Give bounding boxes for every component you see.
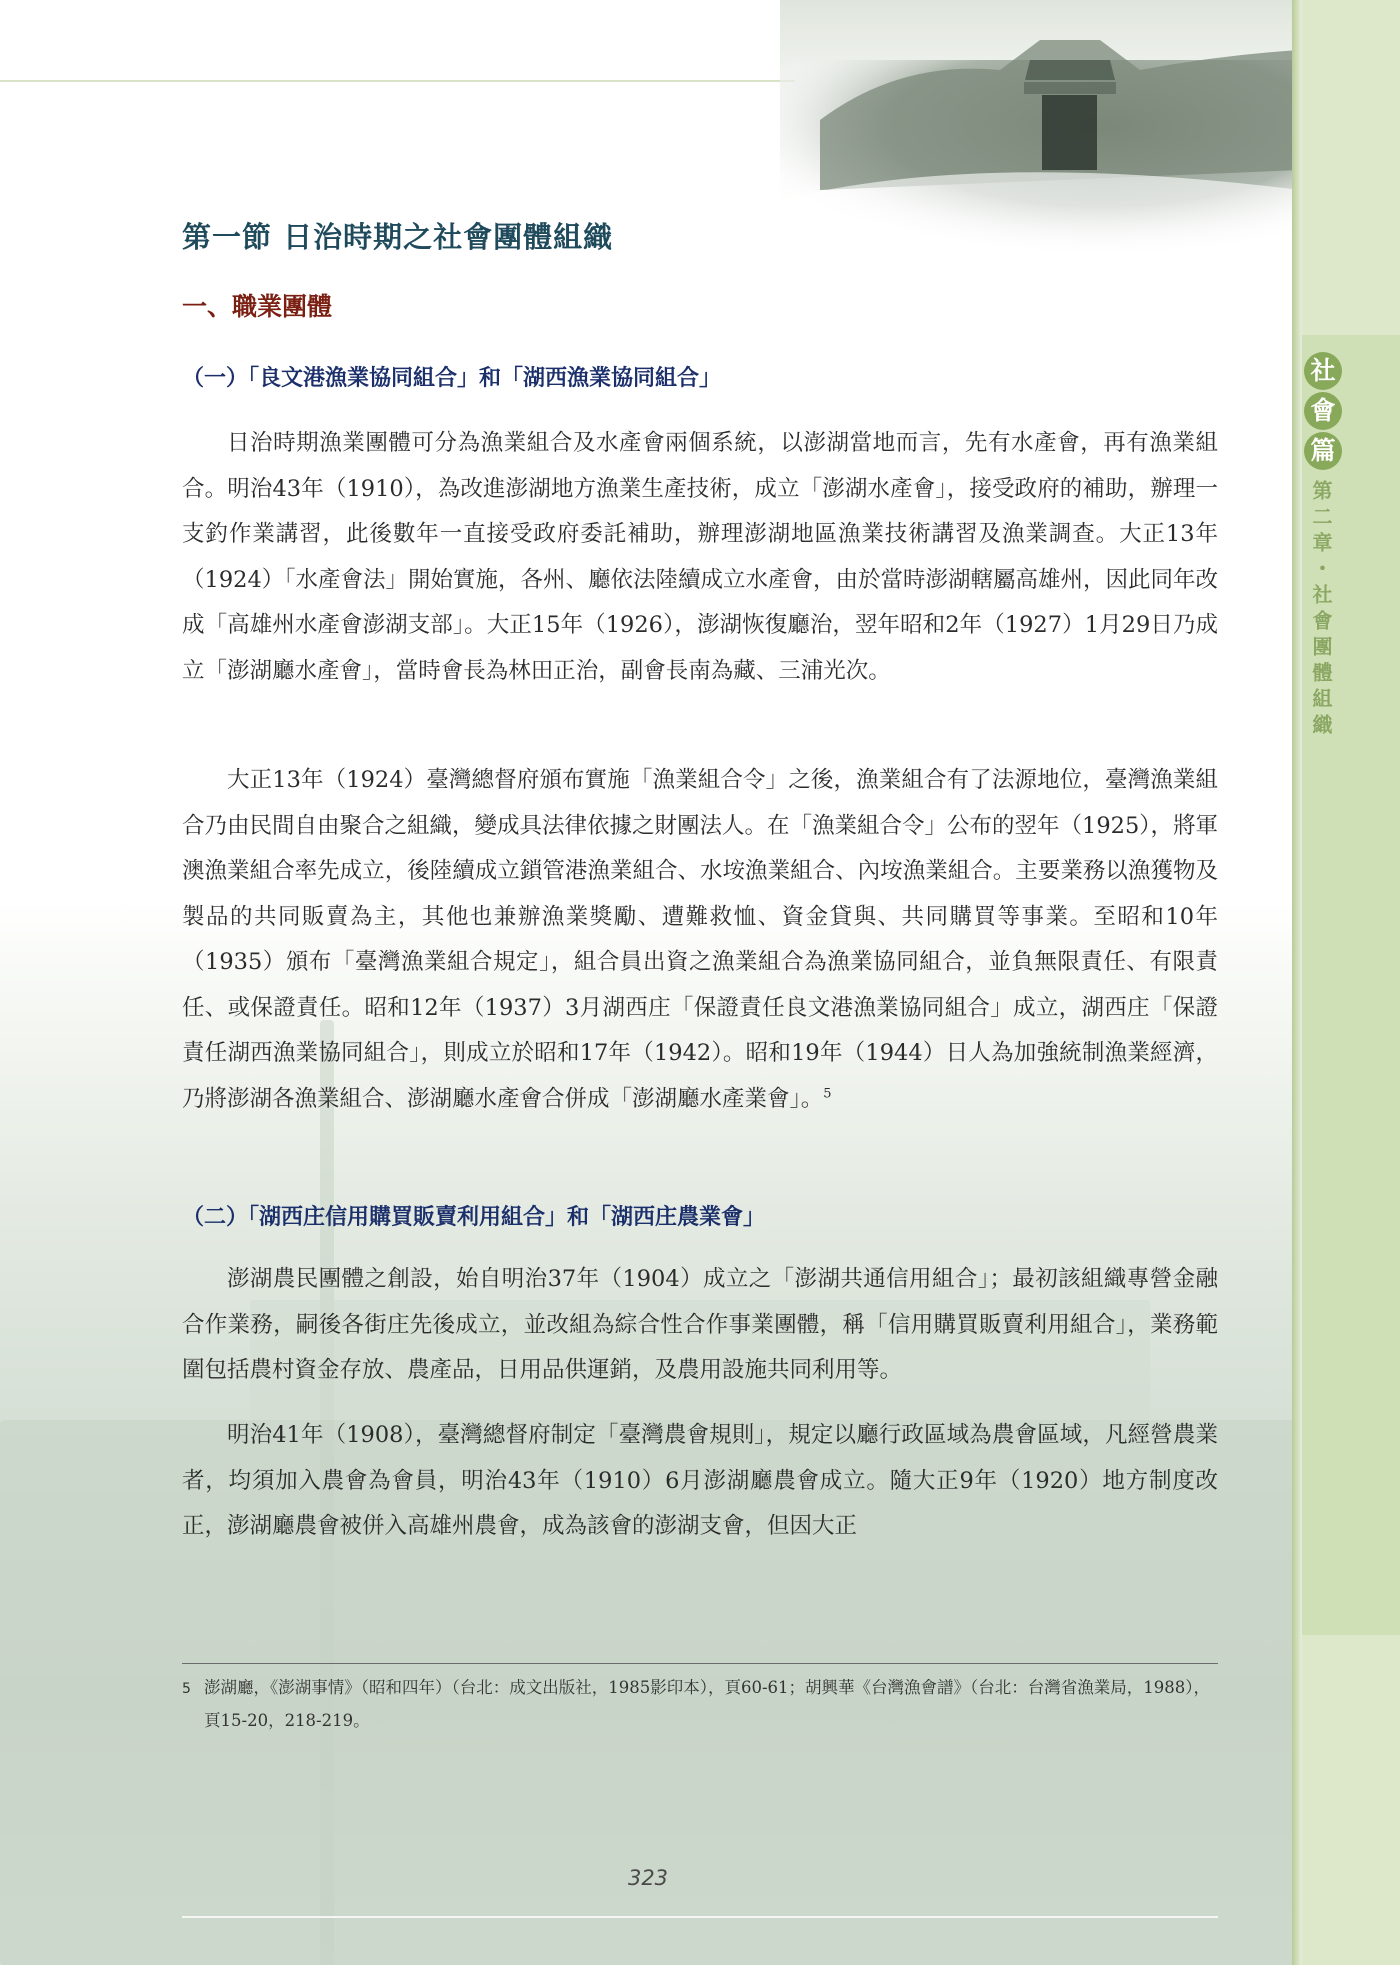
side-chapter-label: 第二章・社會團體組織 <box>1309 480 1333 740</box>
side-section-char: 會 <box>1304 392 1342 430</box>
side-section-char: 社 <box>1304 352 1342 390</box>
section-title: 第一節 日治時期之社會團體組織 <box>182 220 614 254</box>
header-building-photo <box>780 0 1300 250</box>
paragraph: 日治時期漁業團體可分為漁業組合及水產會兩個系統，以澎湖當地而言，先有水產會，再有漁業組合。明治43年（1910），為改進澎湖地方漁業生產技術，成立「澎湖水產會」，接受政府的補助，辦理一支釣作業講習，此後數年一直接受政府委託補助，辦理澎湖地區漁業技術講習及漁業調查。大正13年（1924）「水產會法」開始實施，各州、廳依法陸續成立水產會，由於當時澎湖轄屬高雄州，因此同年改成「高雄州水產會澎湖支部」。大正15年（1926），澎湖恢復廳治，翌年昭和2年（1927）1月29日乃成立「澎湖廳水產會」，當時會長為林田正治，副會長南為藏、三浦光次。 <box>182 430 1219 684</box>
bottom-rule <box>182 1916 1218 1918</box>
paragraph: 澎湖農民團體之創設，始自明治37年（1904）成立之「澎湖共通信用組合」；最初該組織專營金融合作業務，嗣後各街庄先後成立，並改組為綜合性合作事業團體，稱「信用購買販賣利用組合」，業務範圍包括農村資金存放、農產品，日用品供運銷，及農用設施共同利用等。 <box>182 1266 1218 1383</box>
paragraph <box>182 758 1218 1122</box>
top-rule <box>0 80 795 82</box>
side-bar-edge <box>1292 0 1302 1965</box>
subheading-agricultural-associations: （二）「湖西庄信用購買販賣利用組合」和「湖西庄農業會」 <box>182 1204 766 1230</box>
footnote-divider <box>182 1663 1218 1664</box>
side-section-tab <box>1304 352 1344 472</box>
heading-occupational-groups: 一、職業團體 <box>182 292 333 321</box>
subheading-fishery-cooperatives: （一）「良文港漁業協同組合」和「湖西漁業協同組合」 <box>182 365 722 391</box>
footnote-number: 5 <box>182 1681 191 1697</box>
side-section-char: 篇 <box>1304 432 1342 470</box>
paragraph-text: 大正13年（1924）臺灣總督府頒布實施「漁業組合令」之後，漁業組合有了法源地位，臺灣漁業組合乃由民間自由聚合之組織，變成具法律依據之財團法人。在「漁業組合令」公布的翌年（1925），將軍澳漁業組合率先成立，後陸續成立鎖管港漁業組合、水垵漁業組合、內垵漁業組合。主要業務以漁獲物及製品的共同販賣為主，其他也兼辦漁業獎勵、遭難救恤、資金貸與、共同購買等事業。至昭和10年（1935）頒布「臺灣漁業組合規定」，組合員出資之漁業組合為漁業協同組合，並負無限責任、有限責任、或保證責任。昭和12年（1937）3月湖西庄「保證責任良文港漁業協同組合」成立，湖西庄「保證責任湖西漁業協同組合」，則成立於昭和17年（1942）。昭和19年（1944）日人為加強統制漁業經濟，乃將澎湖各漁業組合、澎湖廳水產會合併成「澎湖廳水產業會」。 <box>182 767 1219 1112</box>
footnote <box>182 1672 1218 1736</box>
footnote-reference: 5 <box>823 1086 832 1101</box>
page-number: 323 <box>627 1866 669 1890</box>
paragraph: 明治41年（1908），臺灣總督府制定「臺灣農會規則」，規定以廳行政區域為農會區域，凡經營農業者，均須加入農會為會員，明治43年（1910）6月澎湖廳農會成立。隨大正9年（1920）地方制度改正，澎湖廳農會被併入高雄州農會，成為該會的澎湖支會，但因大正 <box>182 1422 1218 1539</box>
footnote-text: 澎湖廳，《澎湖事情》（昭和四年）（台北：成文出版社，1985影印本），頁60-61；胡興華《台灣漁會譜》（台北：台灣省漁業局，1988），頁15-20，218-219。 <box>204 1678 1211 1730</box>
page-number-wrapper <box>0 1866 1400 1890</box>
